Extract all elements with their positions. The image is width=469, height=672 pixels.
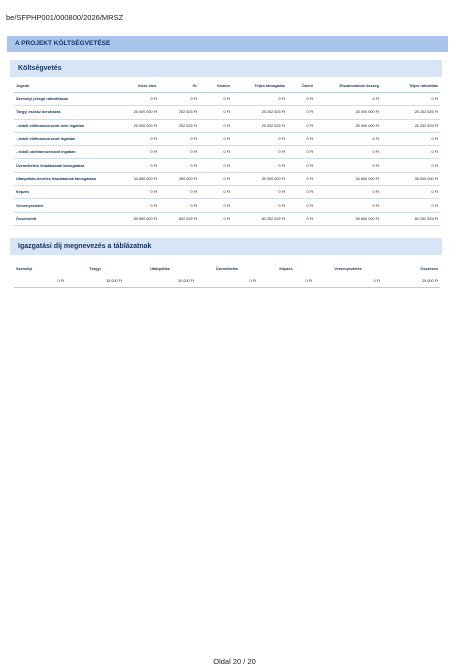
row-label: Utánpótlás-nevelés feladatainak támogatása: [14, 172, 110, 185]
table-row: [14, 172, 440, 185]
table-cell: 0 Ft: [159, 146, 199, 159]
budget-table: [14, 80, 440, 226]
table-row: [14, 159, 440, 172]
table-cell: 0 Ft: [287, 146, 315, 159]
table-cell: 0 Ft: [381, 146, 440, 159]
table-cell: 34 650 000 Ft: [315, 172, 381, 185]
admin-header-row: [14, 263, 440, 275]
table-cell: 0 Ft: [159, 159, 199, 172]
table-cell: 0 Ft: [232, 93, 287, 106]
row-label: Versenyeztetés: [14, 199, 110, 212]
table-cell: 15 000 Ft: [66, 275, 124, 288]
column-header: Közmn: [199, 80, 232, 93]
table-cell: 0 Ft: [258, 275, 314, 288]
table-cell: 0 Ft: [315, 132, 381, 145]
table-cell: 35 000 000 Ft: [232, 172, 287, 185]
table-row: [14, 119, 440, 132]
column-header: Személyi: [16, 267, 33, 271]
table-cell: 0 Ft: [199, 172, 232, 185]
table-cell: 0 Ft: [381, 159, 440, 172]
table-cell: 0 Ft: [159, 132, 199, 145]
table-cell: 0 Ft: [315, 186, 381, 199]
table-cell: 0 Ft: [287, 119, 315, 132]
admin-fee-title: Igazgatási díj megnevezés a táblázatnak: [10, 238, 442, 255]
row-label: Tárgyi eszköz beruházás: [14, 106, 110, 119]
table-cell: 0 Ft: [381, 186, 440, 199]
table-cell: 60 252 525 Ft: [232, 212, 287, 225]
table-row: [14, 146, 440, 159]
table-cell: 0 Ft: [199, 106, 232, 119]
table-cell: 350 000 Ft: [159, 172, 199, 185]
table-cell: 25 000 000 Ft: [315, 119, 381, 132]
table-cell: 602 525 Ft: [159, 212, 199, 225]
table-cell: 25 000 000 Ft: [315, 106, 381, 119]
column-header: Utánpótlás: [150, 267, 170, 271]
table-cell: 0 Ft: [159, 186, 199, 199]
table-cell: 59 650 000 Ft: [315, 212, 381, 225]
table-cell: 0 Ft: [314, 275, 382, 288]
section-title: A PROJEKT KÖLTSÉGVETÉSE: [7, 36, 448, 52]
table-cell: 0 Ft: [232, 146, 287, 159]
table-row: [14, 132, 440, 145]
document-id: be/SFPHP001/000800/2026/MRSZ: [6, 13, 124, 22]
table-cell: 0 Ft: [381, 199, 440, 212]
table-row: [14, 212, 440, 225]
table-cell: 252 525 Ft: [159, 106, 199, 119]
column-header: Önerő: [287, 80, 315, 93]
table-row: [14, 106, 440, 119]
column-header: Képzés: [279, 267, 293, 271]
table-cell: 0 Ft: [315, 146, 381, 159]
row-label: Üzemeltetési feladatainak támogatása: [14, 159, 110, 172]
table-cell: 0 Ft: [14, 275, 66, 288]
table-cell: 34 650 000 Ft: [110, 172, 159, 185]
table-row: [14, 275, 440, 288]
table-cell: 0 Ft: [315, 159, 381, 172]
page-number: Oldal 20 / 20: [213, 657, 256, 666]
table-cell: 0 Ft: [110, 199, 159, 212]
budget-header-row: [14, 80, 440, 93]
table-cell: 0 Ft: [287, 159, 315, 172]
table-cell: 0 Ft: [381, 93, 440, 106]
table-cell: 0 Ft: [110, 132, 159, 145]
table-cell: 0 Ft: [110, 93, 159, 106]
table-cell: 0 Ft: [199, 146, 232, 159]
table-cell: 0 Ft: [287, 93, 315, 106]
table-cell: 0 Ft: [199, 159, 232, 172]
column-header: Jogcím: [14, 80, 110, 93]
table-cell: 0 Ft: [232, 186, 287, 199]
row-label: - ebből előfinanszírozott ingatlan: [14, 132, 110, 145]
table-cell: 25 252 525 Ft: [232, 119, 287, 132]
table-cell: 25 252 525 Ft: [232, 106, 287, 119]
table-row: [14, 199, 440, 212]
table-cell: 0 Ft: [315, 199, 381, 212]
column-header: Üzemeltetés: [215, 267, 239, 271]
table-cell: 252 525 Ft: [159, 119, 199, 132]
column-header: Elszámolandó összeg: [315, 80, 381, 93]
column-header: Közv. tám.: [110, 80, 159, 93]
table-cell: 0 Ft: [159, 93, 199, 106]
table-cell: 59 650 000 Ft: [110, 212, 159, 225]
table-row: [14, 186, 440, 199]
table-cell: 0 Ft: [287, 199, 315, 212]
table-cell: 0 Ft: [287, 212, 315, 225]
table-row: [14, 93, 440, 106]
table-cell: 0 Ft: [381, 132, 440, 145]
table-cell: 0 Ft: [232, 199, 287, 212]
row-label: Képzés: [14, 186, 110, 199]
table-cell: 25 000 000 Ft: [110, 119, 159, 132]
column-header: I%: [159, 80, 199, 93]
table-cell: 25 000 000 Ft: [110, 106, 159, 119]
table-cell: 0 Ft: [232, 159, 287, 172]
table-cell: 60 252 525 Ft: [381, 212, 440, 225]
row-label: - ebből előfinanszírozott nem ingatlan: [14, 119, 110, 132]
table-cell: 0 Ft: [199, 212, 232, 225]
admin-fee-table: [14, 263, 440, 288]
table-cell: 0 Ft: [199, 132, 232, 145]
table-cell: 0 Ft: [232, 132, 287, 145]
budget-title: Költségvetés: [10, 60, 442, 77]
table-cell: 0 Ft: [287, 172, 315, 185]
table-cell: 25 252 525 Ft: [381, 119, 440, 132]
table-cell: 0 Ft: [159, 199, 199, 212]
table-cell: 0 Ft: [196, 275, 258, 288]
column-header: Összesen: [420, 267, 438, 271]
table-cell: 0 Ft: [315, 93, 381, 106]
column-header: Tárgyi: [89, 267, 101, 271]
column-header: Versenyeztetés: [334, 267, 362, 271]
table-cell: 0 Ft: [199, 119, 232, 132]
table-cell: 25 000 Ft: [382, 275, 440, 288]
column-header: Teljes ráfordítás: [381, 80, 440, 93]
row-label: - ebből utófinanszírozott ingatlan: [14, 146, 110, 159]
table-cell: 0 Ft: [110, 159, 159, 172]
row-label: Összesített: [14, 212, 110, 225]
table-cell: 0 Ft: [110, 146, 159, 159]
table-cell: 0 Ft: [287, 106, 315, 119]
table-cell: 35 000 000 Ft: [381, 172, 440, 185]
table-cell: 0 Ft: [199, 186, 232, 199]
column-header: Teljes támogatás: [232, 80, 287, 93]
table-cell: 0 Ft: [287, 132, 315, 145]
row-label: Személyi jellegű ráfordítások: [14, 93, 110, 106]
table-cell: 0 Ft: [199, 199, 232, 212]
table-cell: 0 Ft: [110, 186, 159, 199]
table-cell: 10 000 Ft: [124, 275, 196, 288]
table-cell: 0 Ft: [287, 186, 315, 199]
table-cell: 25 252 525 Ft: [381, 106, 440, 119]
table-cell: 0 Ft: [199, 93, 232, 106]
